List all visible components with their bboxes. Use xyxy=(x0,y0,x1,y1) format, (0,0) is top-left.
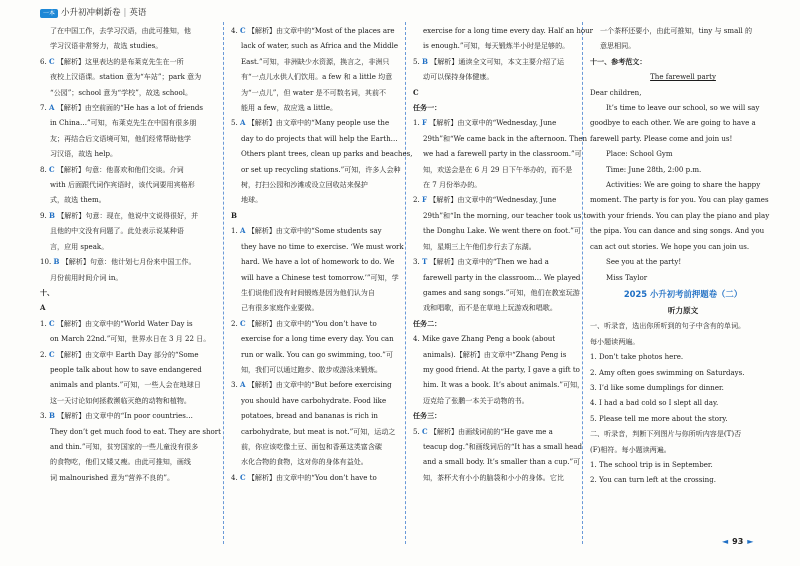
text-line xyxy=(40,347,228,362)
text-line xyxy=(413,424,601,439)
line-text: teacup dog.”和画线词后的“It has a small head xyxy=(423,441,582,451)
line-text: 友；再结合后文语境可知，他们经常帮助他学 xyxy=(50,133,191,143)
line-text: hard. We have a lot of homework to do. We xyxy=(241,257,395,267)
line-text: 每小题读两遍。 xyxy=(590,336,640,346)
text-line xyxy=(231,100,419,115)
line-text: 【解析】由文章中的“In poor countries… xyxy=(57,411,193,421)
text-line xyxy=(413,408,601,423)
book-title: 小升初冲刺新卷 xyxy=(61,8,121,18)
text-line xyxy=(413,331,601,346)
line-text: 【解析】由文章中的“But before exercising xyxy=(247,380,392,390)
line-text: 为“一点儿”，但 water 是不可数名词，其前不 xyxy=(241,87,387,97)
text-line xyxy=(231,115,419,130)
line-text: with 后面跟代词作宾语时，该代词要用宾格形 xyxy=(50,180,195,190)
line-text: the Donghu Lake. We went there on foot.”可 xyxy=(423,226,581,236)
line-text: 【解析】由文章中的“World Water Day is xyxy=(56,318,193,328)
line-text: 迈克给了张鹏一本关于动物的书。 xyxy=(423,395,529,405)
header-title xyxy=(61,6,146,18)
text-line xyxy=(231,408,419,423)
text-line xyxy=(231,208,419,223)
line-text: can act out stories. We hope you can join us. xyxy=(590,241,750,251)
line-text: 5. Please tell me more about the story. xyxy=(590,413,728,423)
text-line xyxy=(413,454,601,469)
line-text: 2. Amy often goes swimming on Saturdays. xyxy=(590,367,745,377)
line-text: C xyxy=(413,87,419,97)
line-text: goodbye to each other. We are going to have a xyxy=(590,118,756,128)
line-text: 2. You can turn left at the crossing. xyxy=(590,475,716,485)
item-number: 3. xyxy=(40,411,47,421)
text-line xyxy=(590,192,776,207)
line-text: 一、听录音，选出你所听到的句子中含有的单词。 xyxy=(590,321,746,331)
text-line xyxy=(590,254,776,269)
line-text: 有“一点儿水供人们饮用。a few 和 a little 均意 xyxy=(241,72,393,82)
text-line xyxy=(590,426,776,441)
line-text: 水化合物的食物，这对你的身体有益处。 xyxy=(241,457,368,467)
answer-key: B xyxy=(421,56,428,66)
line-text: 29th”和“We came back in the afternoon. Then xyxy=(423,133,588,143)
line-text: “公园”；school 意为“学校”，故选 school。 xyxy=(50,87,193,97)
line-text: 这一天讨论如何拯救濒临灭绝的动物和植物。 xyxy=(50,395,191,405)
text-line xyxy=(231,131,419,146)
text-line xyxy=(40,208,228,223)
line-text: 在 7 月份举办的。 xyxy=(423,180,482,190)
text-line xyxy=(231,347,419,362)
line-text: See you at the party! xyxy=(606,257,682,267)
text-line xyxy=(231,239,419,254)
line-text: Miss Taylor xyxy=(606,272,648,282)
text-line xyxy=(40,23,228,38)
text-line xyxy=(231,38,419,53)
text-line xyxy=(413,470,601,485)
text-line xyxy=(231,223,419,238)
line-text: 【解析】句意：现在，他说中文说得很好，并 xyxy=(57,210,199,220)
line-text: 言，应用 speak。 xyxy=(50,241,109,251)
line-text: They don’t get much food to eat. They are short xyxy=(50,426,221,436)
text-line xyxy=(590,334,776,349)
line-text: A xyxy=(40,303,46,313)
line-text: Dear children, xyxy=(590,87,642,97)
answer-column-2 xyxy=(231,23,419,485)
line-text: 知，茶杯犬有小小的脑袋和小小的身体。它比 xyxy=(423,472,564,482)
line-text: day to do projects that will help the Earth… xyxy=(241,133,398,143)
answer-key: B xyxy=(48,210,55,220)
answer-key: B xyxy=(48,411,55,421)
item-number: 4. xyxy=(413,334,420,344)
text-line xyxy=(413,100,601,115)
text-line xyxy=(40,162,228,177)
line-text: and a small body. It’s smaller than a cup.”可 xyxy=(423,457,581,467)
line-text: 前，你应该吃像土豆、面包和香蕉这类富含碳 xyxy=(241,441,382,451)
text-line xyxy=(231,69,419,84)
page-header xyxy=(0,0,800,22)
line-text: 戏和唱歌，而不是在草地上玩游戏和唱歌。 xyxy=(423,303,557,313)
line-text: Place: School Gym xyxy=(606,149,673,159)
item-number: 4. xyxy=(231,472,238,482)
answer-column-1 xyxy=(40,23,228,485)
text-line xyxy=(590,208,776,223)
line-text: 【解析】由文章中的“Then we had a xyxy=(429,257,549,267)
text-line xyxy=(231,454,419,469)
line-text: 【解析】由画线词前的“He gave me a xyxy=(429,426,553,436)
text-line xyxy=(40,408,228,423)
text-line xyxy=(590,270,776,285)
line-text: the pipa. You can dance and sing songs. And you xyxy=(590,226,765,236)
explanation-lines xyxy=(590,23,776,69)
item-number: 5. xyxy=(231,118,238,128)
text-line xyxy=(231,54,419,69)
item-number: 4. xyxy=(231,26,238,35)
line-text: 【解析】由空前面的“He has a lot of friends xyxy=(56,103,204,113)
text-line xyxy=(590,411,776,426)
text-line xyxy=(590,457,776,472)
header-separator: | xyxy=(123,8,127,18)
answer-key: A xyxy=(239,380,246,390)
line-text: 树，打扫公园和沙滩或设立回收站来保护 xyxy=(241,180,368,190)
line-text: 【解析】由文章中的“Some students say xyxy=(247,226,382,236)
line-text: 月份前用时间介词 in。 xyxy=(50,272,123,282)
line-text: 【解析】由文章中的“Wednesday, June xyxy=(429,118,557,128)
answer-key: C xyxy=(48,318,55,328)
text-line xyxy=(40,377,228,392)
line-text: 十、 xyxy=(40,287,55,297)
essay-title: The farewell party xyxy=(650,72,716,82)
line-text: moment. The party is for you. You can play games xyxy=(590,195,769,205)
line-text: 【解析】这里表达的是布莱克先生在一所 xyxy=(56,56,184,66)
text-line xyxy=(40,146,228,161)
text-line xyxy=(590,365,776,380)
line-text: 知，我们可以通过跑步、散步或游泳来锻炼。 xyxy=(241,364,382,374)
answer-key: C xyxy=(239,26,246,35)
text-line xyxy=(40,131,228,146)
line-text: B xyxy=(231,210,237,220)
line-text: 【解析】由文章中的“Most of the places are xyxy=(247,26,395,35)
line-text: they have no time to exercise. ‘We must work xyxy=(241,241,404,251)
model-essay xyxy=(590,85,776,285)
text-line xyxy=(231,424,419,439)
text-line xyxy=(590,395,776,410)
item-number: 2. xyxy=(413,195,420,205)
text-line xyxy=(590,223,776,238)
line-text: run or walk. You can go swimming, too.”可 xyxy=(241,349,393,359)
text-line xyxy=(231,331,419,346)
answer-key: C xyxy=(48,164,55,174)
line-text: 知，欢送会是在 6 月 29 日下午举办的，而不是 xyxy=(423,164,573,174)
line-text: 意思相同。 xyxy=(600,41,636,51)
text-line xyxy=(590,177,776,192)
text-line xyxy=(413,300,601,315)
text-line xyxy=(413,239,601,254)
section-title: 听力原文 xyxy=(667,305,699,315)
text-line xyxy=(413,54,601,69)
line-text: Activities: We are going to share the happy xyxy=(606,180,761,190)
line-text: 能用 a few，故应选 a little。 xyxy=(241,103,338,113)
text-line xyxy=(413,393,601,408)
line-text: It’s time to leave our school, so we will say xyxy=(606,103,760,113)
text-line xyxy=(590,349,776,364)
text-line xyxy=(40,115,228,130)
text-line xyxy=(413,347,601,362)
text-line xyxy=(590,85,776,100)
text-line xyxy=(590,472,776,487)
item-number: 9. xyxy=(40,210,47,220)
text-line xyxy=(40,439,228,454)
text-line xyxy=(231,300,419,315)
brand-logo: 一本 xyxy=(40,9,58,18)
line-text: 任务一： xyxy=(413,103,442,113)
line-text: 【解析】由文章中的“Wednesday, June xyxy=(429,195,557,205)
text-line xyxy=(40,300,228,315)
text-line xyxy=(231,285,419,300)
answer-key: C xyxy=(48,56,55,66)
line-text: 【解析】由文章中的“Many people use the xyxy=(247,118,390,128)
text-line xyxy=(413,162,601,177)
next-page-icon[interactable]: ► xyxy=(747,537,754,546)
item-number: 2. xyxy=(40,349,47,359)
line-text: 地球。 xyxy=(241,195,263,205)
text-line xyxy=(40,254,228,269)
line-text: 【解析】句意：他计划七月份来中国工作。 xyxy=(61,257,196,267)
text-line xyxy=(40,69,228,84)
text-line xyxy=(413,362,601,377)
text-line xyxy=(40,177,228,192)
line-text: 3. I’d like some dumplings for dinner. xyxy=(590,382,724,392)
line-text: lack of water, such as Africa and the Middle xyxy=(241,41,399,51)
item-number: 10. xyxy=(40,257,52,267)
item-number: 1. xyxy=(40,318,47,328)
line-text: 动可以保持身体健康。 xyxy=(423,72,494,82)
line-text: 29th”和“In the morning, our teacher took us to xyxy=(423,210,591,220)
text-line xyxy=(413,439,601,454)
line-text: carbohydrate, but meat is not.”可知，运动之 xyxy=(241,426,396,436)
text-line xyxy=(590,442,776,457)
text-line xyxy=(590,54,776,69)
text-line xyxy=(413,69,601,84)
text-line xyxy=(40,239,228,254)
answer-key: C xyxy=(421,426,428,436)
text-line xyxy=(413,85,601,100)
text-line xyxy=(590,146,776,161)
answer-key: C xyxy=(239,472,246,482)
text-line xyxy=(413,254,601,269)
text-line xyxy=(231,162,419,177)
line-text: people talk about how to save endangered xyxy=(50,364,202,374)
answer-key: T xyxy=(421,257,428,267)
line-text: him. It was a book. It’s about animals.”可知， xyxy=(423,380,585,390)
answer-column-3 xyxy=(413,23,601,485)
line-text: you should have carbohydrate. Food like xyxy=(241,395,387,405)
text-line xyxy=(231,393,419,408)
answer-column-4 xyxy=(590,23,776,488)
answer-key: B xyxy=(53,257,60,267)
answer-key: F xyxy=(421,195,427,205)
text-line xyxy=(413,146,601,161)
text-line xyxy=(40,424,228,439)
line-text: 【解析】由文章中的“You don’t have to xyxy=(247,472,377,482)
text-line xyxy=(413,285,601,300)
text-line xyxy=(413,192,601,207)
line-text: or set up recycling stations.”可知，许多人会种 xyxy=(241,164,401,174)
item-number: 3. xyxy=(413,257,420,267)
text-line xyxy=(590,100,776,115)
line-text: 1. Don’t take photos here. xyxy=(590,352,684,362)
line-text: will have a Chinese test tomorrow.’”可知，学 xyxy=(241,272,399,282)
line-text: on March 22nd.”可知，世界水日在 3 月 22 日。 xyxy=(50,334,211,344)
text-line xyxy=(231,85,419,100)
text-line xyxy=(590,38,776,53)
answer-key: F xyxy=(421,118,427,128)
line-text: East.”可知，非洲缺少水资源，换言之，非洲只 xyxy=(241,56,390,66)
text-line xyxy=(413,316,601,331)
line-text: (F)相符。每小题读两遍。 xyxy=(590,444,671,454)
line-text: 4. I had a bad cold so I slept all day. xyxy=(590,398,719,408)
line-text: is enough.”可知，每天锻炼半小时是足够的。 xyxy=(423,41,570,51)
page-number: 93 xyxy=(732,537,744,546)
line-text: potatoes, bread and bananas is rich in xyxy=(241,411,378,421)
text-line xyxy=(40,331,228,346)
text-line xyxy=(413,208,601,223)
line-text: we had a farewell party in the classroom.”可 xyxy=(423,149,582,159)
line-text: Others plant trees, clean up parks and beaches, xyxy=(241,149,413,159)
line-text: my good friend. At the party, I gave a gift to xyxy=(423,364,580,374)
line-text: exercise for a long time every day. You can xyxy=(241,334,394,344)
line-text: in China…”可知，布莱克先生在中国有很多朋 xyxy=(50,118,197,128)
text-line xyxy=(413,38,601,53)
text-line xyxy=(590,239,776,254)
line-text: animals and plants.”可知，一些人会在地球日 xyxy=(50,380,201,390)
answer-key: C xyxy=(48,349,55,359)
line-text: farewell party. Please come and join us! xyxy=(590,133,733,143)
line-text: 学习汉语非常努力，故选 studies。 xyxy=(50,41,163,51)
text-line xyxy=(231,377,419,392)
line-text: 习汉语，故选 help。 xyxy=(50,149,118,159)
text-line xyxy=(413,131,601,146)
line-text: animals).【解析】由文章中“Zhang Peng is xyxy=(423,349,567,359)
line-text: 夜校上汉语课。station 意为“车站”；park 意为 xyxy=(50,72,202,82)
text-line xyxy=(590,131,776,146)
line-text: 且他的中文没有问题了。此处表示说某种语 xyxy=(50,226,184,236)
line-text: 任务三： xyxy=(413,411,442,421)
line-text: 任务二： xyxy=(413,318,442,328)
text-line xyxy=(40,38,228,53)
text-line xyxy=(231,270,419,285)
item-number: 6. xyxy=(40,56,47,66)
line-text: 一个茶杯还要小，由此可推知，tiny 与 small 的 xyxy=(600,26,753,35)
text-line xyxy=(231,362,419,377)
line-text: 词 malnourished 意为“营养不良的”。 xyxy=(50,472,175,482)
listening-script xyxy=(590,318,776,487)
text-line xyxy=(231,177,419,192)
item-number: 1. xyxy=(231,226,238,236)
text-line xyxy=(231,470,419,485)
line-text: with your friends. You can play the piano and play xyxy=(590,210,770,220)
line-text: and thin.”可知，贫穷国家的一些儿童没有很多 xyxy=(50,441,199,451)
line-text: 【解析】由文章中的“You don’t have to xyxy=(247,318,377,328)
text-line xyxy=(413,270,601,285)
line-text: 十一、参考范文： xyxy=(590,56,647,66)
line-text: 【解析】通读全文可知，本文主要介绍了运 xyxy=(430,56,565,66)
text-line xyxy=(40,192,228,207)
text-line xyxy=(40,316,228,331)
text-line xyxy=(413,223,601,238)
line-text: Mike gave Zhang Peng a book (about xyxy=(421,334,556,344)
text-line xyxy=(231,192,419,207)
line-text: 【解析】由文章中 Earth Day 部分的“Some xyxy=(56,349,199,359)
text-line xyxy=(413,115,601,130)
answer-key: C xyxy=(239,318,246,328)
text-line xyxy=(590,115,776,130)
line-text: exercise for a long time every day. Half an hour xyxy=(423,26,594,35)
text-line xyxy=(231,316,419,331)
line-text: 1. The school trip is in September. xyxy=(590,459,713,469)
item-number: 2. xyxy=(231,318,238,328)
text-line xyxy=(590,318,776,333)
line-text: 式，故选 them。 xyxy=(50,195,106,205)
text-line xyxy=(590,162,776,177)
text-line xyxy=(40,285,228,300)
line-text: 二、听录音，判断下列图片与你所听内容是(T)否 xyxy=(590,429,742,439)
line-text: 【解析】句意：他喜欢和他们交谈。介词 xyxy=(56,164,184,174)
text-line xyxy=(231,146,419,161)
text-line xyxy=(40,470,228,485)
text-line xyxy=(413,23,601,38)
text-line xyxy=(231,439,419,454)
text-line xyxy=(40,223,228,238)
text-line xyxy=(40,100,228,115)
text-line xyxy=(40,454,228,469)
item-number: 1. xyxy=(413,118,420,128)
prev-page-icon[interactable]: ◄ xyxy=(722,537,729,546)
text-line xyxy=(40,393,228,408)
line-text: 了在中国工作，去学习汉语，由此可推知，他 xyxy=(50,26,191,35)
line-text: 己有很多家庭作业要做。 xyxy=(241,303,319,313)
exam-title: 2025 小升初考前押题卷（二） xyxy=(623,288,743,299)
item-number: 8. xyxy=(40,164,47,174)
text-line xyxy=(231,23,419,38)
page-footer xyxy=(722,537,753,546)
text-line xyxy=(413,177,601,192)
item-number: 5. xyxy=(413,56,420,66)
text-line xyxy=(40,362,228,377)
text-line xyxy=(590,23,776,38)
answer-key: A xyxy=(239,226,246,236)
text-line xyxy=(40,270,228,285)
line-text: Time: June 28th, 2:00 p.m. xyxy=(606,164,702,174)
line-text: farewell party in the classroom… We played xyxy=(423,272,581,282)
answer-key: A xyxy=(48,103,55,113)
line-text: 知，星期三上午他们步行去了东湖。 xyxy=(423,241,536,251)
text-line xyxy=(231,254,419,269)
answer-key: A xyxy=(239,118,246,128)
line-text: games and sang songs.”可知，他们在教室玩游 xyxy=(423,287,580,297)
line-text: 生们说他们没有时间锻炼是因为他们认为自 xyxy=(241,287,375,297)
text-line xyxy=(40,85,228,100)
item-number: 5. xyxy=(413,426,420,436)
text-line xyxy=(413,377,601,392)
text-line xyxy=(590,380,776,395)
item-number: 7. xyxy=(40,103,47,113)
text-line xyxy=(40,54,228,69)
item-number: 3. xyxy=(231,380,238,390)
line-text: 的食物吃，他们又矮又瘦。由此可推知，画线 xyxy=(50,457,191,467)
subject-label: 英语 xyxy=(129,8,147,18)
